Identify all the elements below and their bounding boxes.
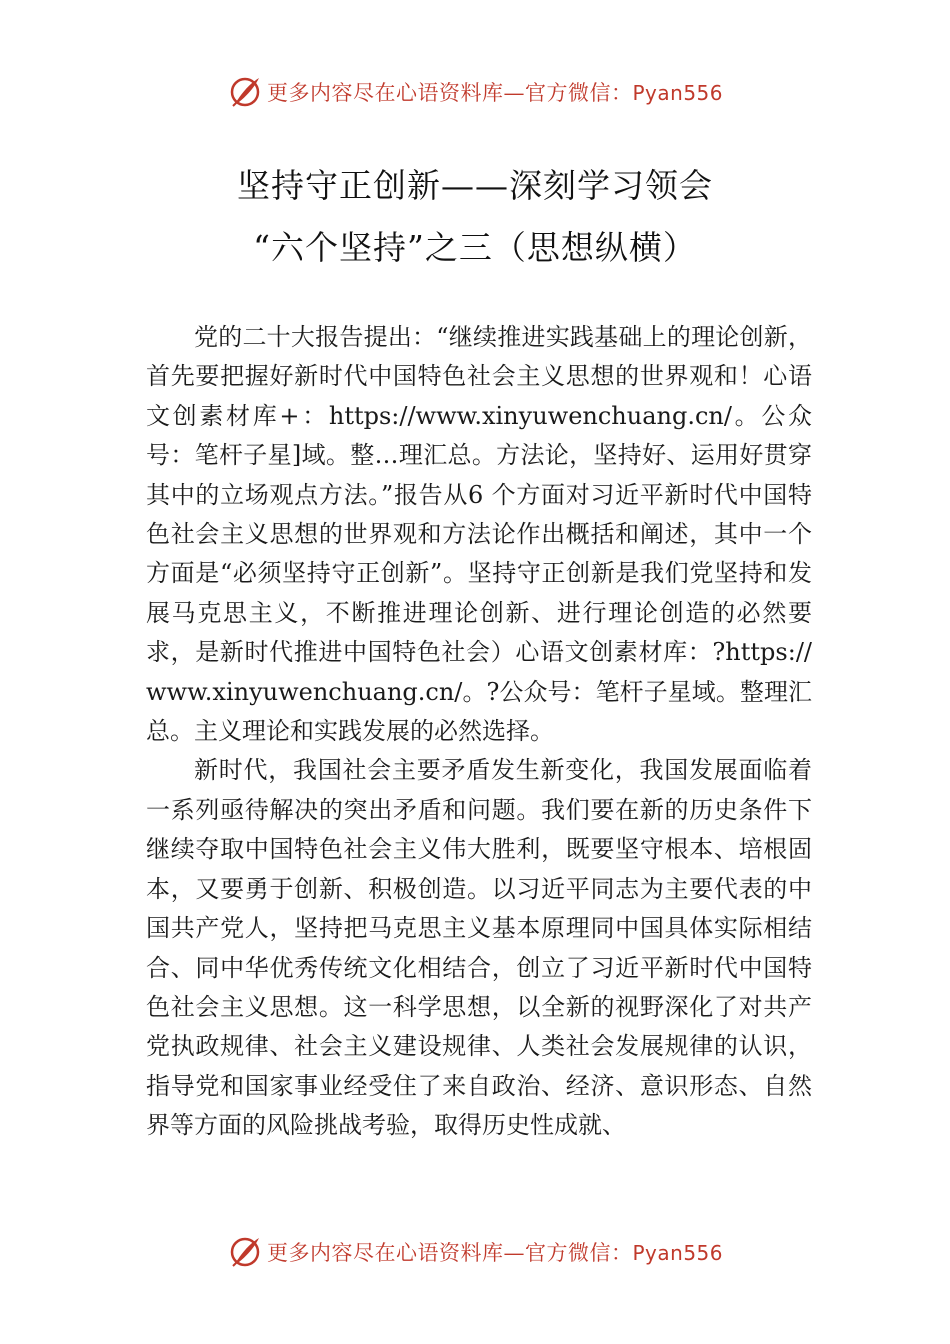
- watermark-text: [267, 1237, 723, 1267]
- watermark-text: [267, 77, 723, 107]
- watermark-wechat-id: Pyan556: [632, 1241, 723, 1265]
- document-body: [146, 318, 812, 1146]
- document-title-line2: “六个坚持”之三（思想纵横）: [253, 228, 697, 267]
- document-title-line1: 坚持守正创新——深刻学习领会: [237, 166, 713, 205]
- watermark-wechat-id: Pyan556: [632, 81, 723, 105]
- footer-watermark: [0, 1232, 950, 1272]
- header-watermark: [0, 72, 950, 112]
- body-paragraph-2: 新时代，我国社会主要矛盾发生新变化，我国发展面临着一系列亟待解决的突出矛盾和问题。我们要在新的历史条件下继续夺取中国特色社会主义伟大胜利，既要坚守根本、培根固本，又要勇于创新、积极创造。以习近平同志为主要代表的中国共产党人，坚持把马克思主义基本原理同中国具体实际相结合、同中华优秀传统文化相结合，创立了习近平新时代中国特色社会主义思想。这一科学思想，以全新的视野深化了对共产党执政规律、社会主义建设规律、人类社会发展规律的认识，指导党和国家事业经受住了来自政治、经济、意识形态、自然界等方面的风险挑战考验，取得历史性成就、: [146, 756, 812, 1140]
- body-paragraph-1: 党的二十大报告提出：“继续推进实践基础上的理论创新，首先要把握好新时代中国特色社会主义思想的世界观和！心语文创素材库+：https://www.xinyuwenchuang.cn/。公众号：笔杆子星]域。整…理汇总。方法论，坚持好、运用好贯穿其中的立场观点方法。”报告从6 个方面对习近平新时代中国特色社会主义思想的世界观和方法论作出概括和阐述，其中一个方面是“必须坚持守正创新”。坚持守正创新是我们党坚持和发展马克思主义，不断推进理论创新、进行理论创造的必然要求，是新时代推进中国特色社会）心语文创素材库：?https://www.xinyuwenchuang.cn/。?公众号：笔杆子星域。整理汇总。主义理论和实践发展的必然选择。: [146, 323, 812, 746]
- quill-logo-icon: [227, 74, 263, 110]
- watermark-label: 更多内容尽在心语资料库—官方微信：: [266, 81, 633, 105]
- quill-logo-icon: [227, 1234, 263, 1270]
- watermark-label: 更多内容尽在心语资料库—官方微信：: [266, 1241, 633, 1265]
